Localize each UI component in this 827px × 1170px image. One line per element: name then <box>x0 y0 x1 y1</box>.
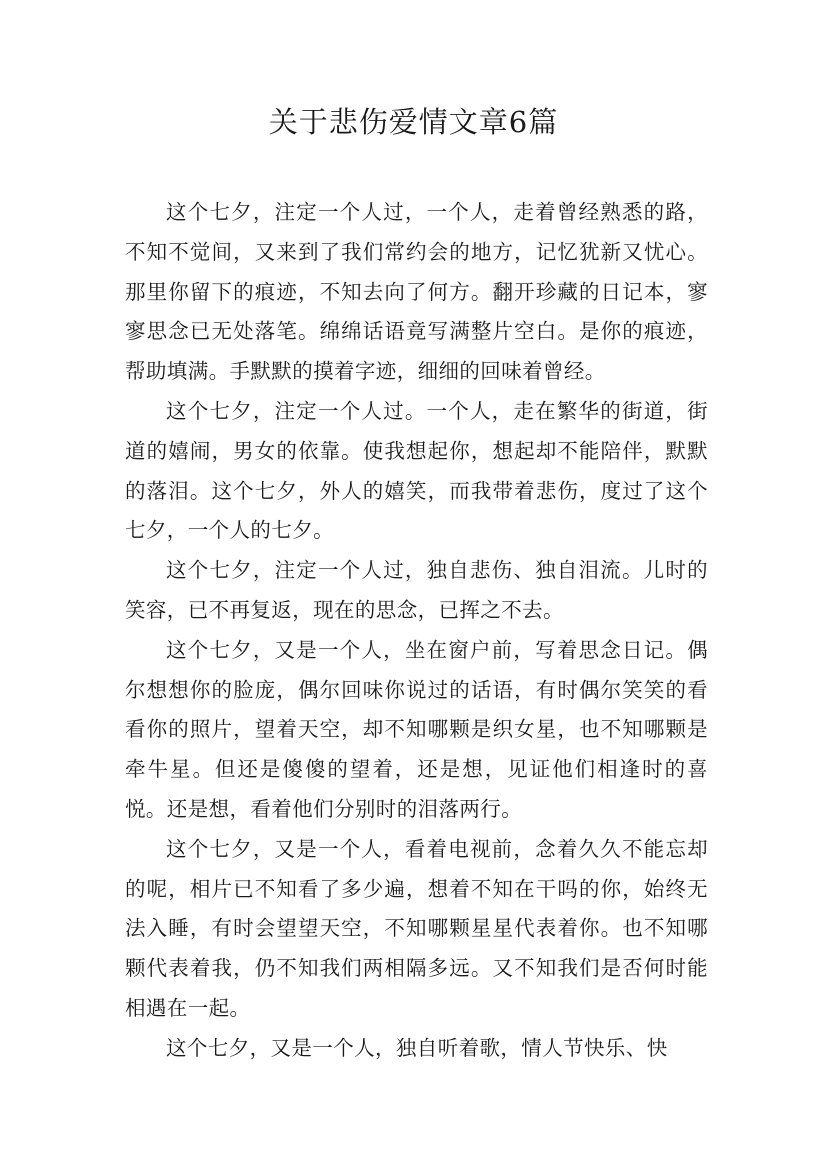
document-body <box>125 193 708 1069</box>
document-title: 关于悲伤爱情文章6篇 <box>268 105 559 139</box>
paragraph-5: 这个七夕，又是一个人，看着电视前，念着久久不能忘却的呢，相片已不知看了多少遍，想着不知在干吗的你，始终无法入睡，有时会望望天空，不知哪颗星星代表着你。也不知哪颗代表着我，仍不知我们两相隔多远。又不知我们是否何时能相遇在一起。 <box>125 836 708 1020</box>
paragraph-3: 这个七夕，注定一个人过，独自悲伤、独自泪流。儿时的笑容，已不再复返，现在的思念，已挥之不去。 <box>125 558 708 622</box>
paragraph-1: 这个七夕，注定一个人过，一个人，走着曾经熟悉的路，不知不觉间，又来到了我们常约会的地方，记忆犹新又忧心。那里你留下的痕迹，不知去向了何方。翻开珍藏的日记本，寥寥思念已无处落笔。绵绵话语竟写满整片空白。是你的痕迹，帮助填满。手默默的摸着字迹，细细的回味着曾经。 <box>125 200 708 384</box>
paragraph-4: 这个七夕，又是一个人，坐在窗户前，写着思念日记。偶尔想想你的脸庞，偶尔回味你说过的话语，有时偶尔笑笑的看看你的照片，望着天空，却不知哪颗是织女星，也不知哪颗是牵牛星。但还是傻傻的望着，还是想，见证他们相逢时的喜悦。还是想，看着他们分别时的泪落两行。 <box>125 637 708 821</box>
paragraph-6: 这个七夕，又是一个人，独自听着歌，情人节快乐、快 <box>166 1035 668 1060</box>
paragraph-2: 这个七夕，注定一个人过。一个人，走在繁华的街道，街道的嬉闹，男女的依靠。使我想起你，想起却不能陪伴，默默的落泪。这个七夕，外人的嬉笑，而我带着悲伤，度过了这个七夕，一个人的七夕。 <box>125 398 708 543</box>
